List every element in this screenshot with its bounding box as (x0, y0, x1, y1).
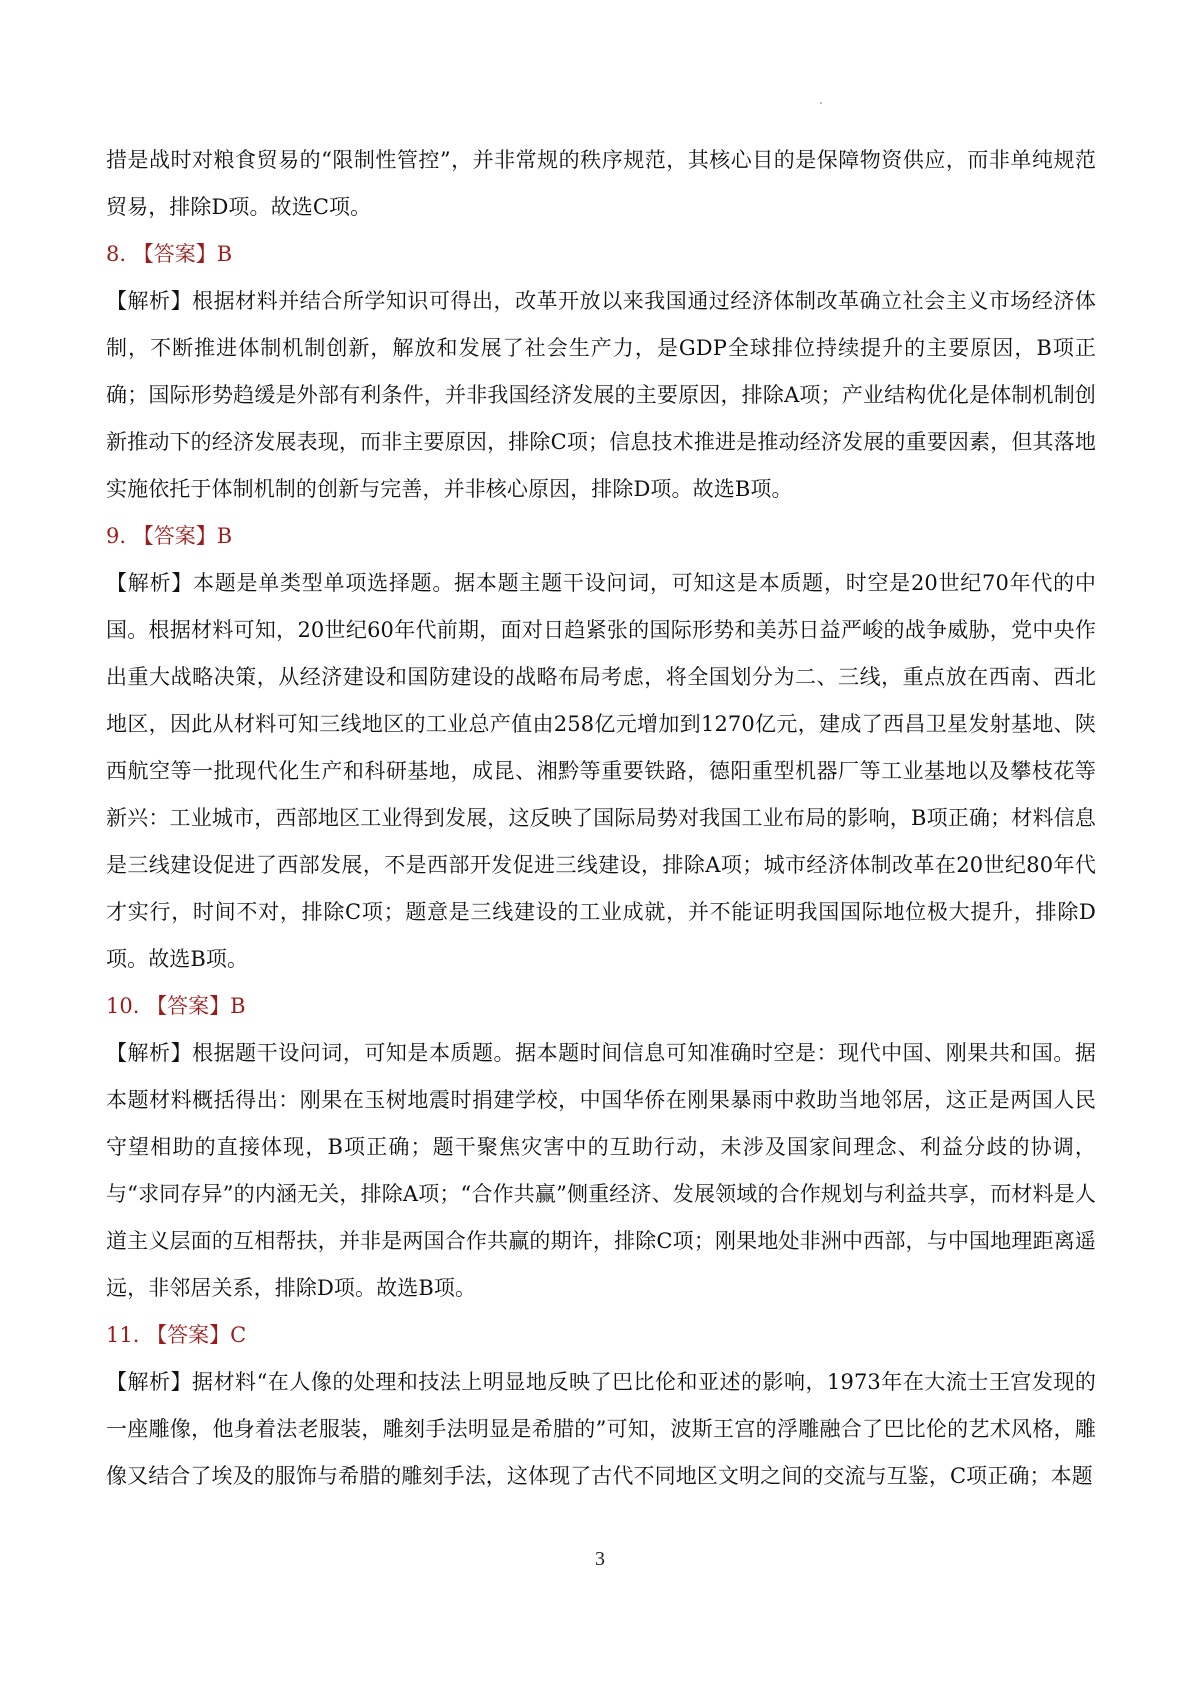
answer-value: B (216, 242, 233, 266)
question-number: 10. (106, 994, 140, 1018)
question-number: 11. (106, 1323, 140, 1347)
question-10 (106, 983, 1096, 1312)
analysis-paragraph: 【解析】据材料“在人像的处理和技法上明显地反映了巴比伦和亚述的影响，1973年在大流士王宫发现的一座雕像，他身着法老服装，雕刻手法明显是希腊的”可知，波斯王宫的浮雕融合了巴比伦的艺术风格，雕像又结合了埃及的服饰与希腊的雕刻手法，这体现了古代不同地区文明之间的交流与互鉴，C项正确；本题 (106, 1370, 1096, 1488)
page-number: 3 (595, 1548, 605, 1570)
answer-line-9 (106, 513, 1096, 560)
answer-line-10 (106, 983, 1096, 1030)
answer-tag: 【答案】 (132, 242, 217, 266)
intro-paragraph: 措是战时对粮食贸易的“限制性管控”，并非常规的秩序规范，其核心目的是保障物资供应，而非单纯规范贸易，排除D项。故选C项。 (106, 148, 1096, 219)
answer-value: C (230, 1323, 247, 1347)
answer-value: B (230, 994, 246, 1018)
analysis-paragraph: 【解析】根据题干设问词，可知是本质题。据本题时间信息可知准确时空是：现代中国、刚果共和国。据本题材料概括得出：刚果在玉树地震时捐建学校，中国华侨在刚果暴雨中救助当地邻居，这正是两国人民守望相助的直接体现，B项正确；题干聚焦灾害中的互助行动，未涉及国家间理念、利益分歧的协调，与“求同存异”的内涵无关，排除A项；“合作共赢”侧重经济、发展领域的合作规划与利益共享，而材料是人道主义层面的互相帮扶，并非是两国合作共赢的期许，排除C项；刚果地处非洲中西部，与中国地理距离遥远，非邻居关系，排除D项。故选B项。 (106, 1041, 1096, 1300)
question-11 (106, 1312, 1096, 1500)
question-number: 9. (106, 524, 127, 548)
page-content (106, 137, 1096, 1500)
analysis-paragraph: 【解析】本题是单类型单项选择题。据本题主题干设问词，可知这是本质题，时空是20世纪70年代的中国。根据材料可知，20世纪60年代前期，面对日趋紧张的国际形势和美苏日益严峻的战争威胁，党中央作出重大战略决策，从经济建设和国防建设的战略布局考虑，将全国划分为二、三线，重点放在西南、西北地区，因此从材料可知三线地区的工业总产值由258亿元增加到1270亿元，建成了西昌卫星发射基地、陕西航空等一批现代化生产和科研基地，成昆、湘黔等重要铁路，德阳重型机器厂等工业基地以及攀枝花等新兴：工业城市，西部地区工业得到发展，这反映了国际局势对我国工业布局的影响，B项正确；材料信息是三线建设促进了西部发展，不是西部开发促进三线建设，排除A项；城市经济体制改革在20世纪80年代才实行，时间不对，排除C项；题意是三线建设的工业成就，并不能证明我国国际地位极大提升，排除D项。故选B项。 (106, 571, 1096, 971)
scan-speck (820, 102, 822, 104)
answer-line-8 (106, 231, 1096, 278)
answer-line-11 (106, 1312, 1096, 1359)
analysis-paragraph: 【解析】根据材料并结合所学知识可得出，改革开放以来我国通过经济体制改革确立社会主义市场经济体制，不断推进体制机制创新，解放和发展了社会生产力，是GDP全球排位持续提升的主要原因，B项正确；国际形势趋缓是外部有利条件，并非我国经济发展的主要原因，排除A项；产业结构优化是体制机制创新推动下的经济发展表现，而非主要原因，排除C项；信息技术推进是推动经济发展的重要因素，但其落地实施依托于体制机制的创新与完善，并非核心原因，排除D项。故选B项。 (106, 289, 1096, 501)
question-number: 8. (106, 242, 127, 266)
answer-tag: 【答案】 (146, 994, 231, 1018)
answer-tag: 【答案】 (132, 524, 217, 548)
question-9 (106, 513, 1096, 983)
question-8 (106, 231, 1096, 513)
answer-value: B (216, 524, 233, 548)
answer-tag: 【答案】 (146, 1323, 231, 1347)
